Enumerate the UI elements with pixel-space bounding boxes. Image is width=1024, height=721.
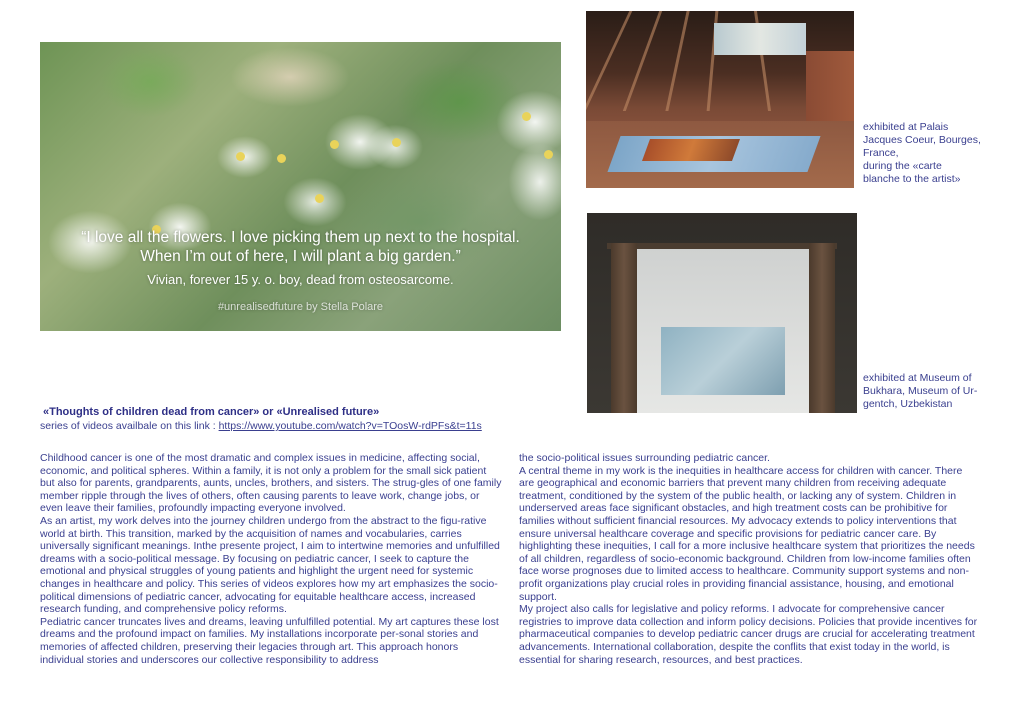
youtube-link[interactable]: https://www.youtube.com/watch?v=TOosW-rdPFs&t=11s (218, 420, 482, 432)
body-paragraph: Pediatric cancer truncates lives and dreams, leaving unfulfilled potential. My art captures these lost dreams and the profound impact on families. My installations incorporate per-sonal stories and memories of affected children, preserving their legacies through art. This approach honors individual stories and underscores our collective responsibility to address (40, 615, 499, 666)
roof-beam (586, 11, 632, 111)
hero-attribution: Vivian, forever 15 y. o. boy, dead from osteosarcome. (147, 272, 454, 287)
caption-museum: exhibited at Museum of Bukhara, Museum of Ur- gentch, Uzbekistan (863, 372, 978, 410)
series-intro: series of videos availbale on this link : (40, 420, 219, 432)
body-paragraph: A central theme in my work is the inequities in healthcare access for children with cancer. There are geographical and economic barriers that prevent many children from receiving adequate treatment, conditioned by the system of the public health, or lacking any of system. Children in underserved areas face significant obstacles, and high treatment costs can be prohibitive for families without sufficient financial resources. My advocacy extends to policy interventions that ensure universal healthcare coverage and specific provisions for pediatric cancer care. By highlighting these inequities, I call for a more inclusive healthcare system that prioritizes the needs of all children, regardless of socio-economic background. Children from low-income families often face worse prognoses due to limited access to healthcare. Community support systems and non-profit organizations play crucial roles in providing financial assistance, housing, and emotional support. (519, 464, 975, 603)
flower-center (277, 154, 286, 163)
series-title: «Thoughts of children dead from cancer» or «Unrealised future» (43, 406, 380, 418)
exhibition-photo-museum (587, 213, 857, 413)
projected-video (661, 327, 785, 395)
flower-center (315, 194, 324, 203)
exhibition-photo-palais (586, 11, 854, 188)
projection-screen (714, 23, 806, 55)
hero-quote-line1: “I love all the flowers. I love picking them up next to the hospital. (81, 229, 520, 246)
body-column-left (40, 452, 502, 666)
hero-quote-line2: When I’m out of here, I will plant a big garden.” (140, 248, 461, 265)
caption-palais: exhibited at Palais Jacques Coeur, Bourges, France, during the «carte blanche to the artist» (863, 121, 981, 185)
flower-center (236, 152, 245, 161)
hero-flower-image (40, 42, 561, 331)
body-column-right (519, 452, 979, 666)
body-paragraph: Childhood cancer is one of the most dramatic and complex issues in medicine, affecting social, economic, and political spheres. Within a family, it is not only a problem for the small sick patient but also for parents, grandparents, aunts, uncles, brothers, and sisters. The strug-gles of one family member ripple through the lives of others, often causing parents to leave work, change jobs, or even leave their families, profoundly impacting everyone involved. (40, 452, 502, 515)
brick-wall (806, 51, 854, 131)
body-paragraph: My project also calls for legislative and policy reforms. I advocate for comprehensive cancer registries to improve data collection and inform policy decisions. Policies that provide incentives for pharmaceutical companies to develop pediatric cancer drugs are crucial for accelerating treatment advancements. International collaboration, despite the conflits that exist today in the world, is essential for sharing research, resources, and best practices. (519, 603, 978, 666)
roof-beam (623, 11, 662, 111)
flower-center (522, 112, 531, 121)
wooden-pillar-right (809, 243, 835, 413)
series-link-line (40, 420, 482, 432)
flower-center (392, 138, 401, 147)
flower-center (330, 140, 339, 149)
light-glow (230, 47, 350, 107)
flower-center (544, 150, 553, 159)
body-paragraph: As an artist, my work delves into the journey children undergo from the abstract to the figu-rative world at birth. This transition, marked by the acquisition of names and vocabularies, carries universally significant meanings. Inthe presente project, I aim to intertwine memories and unfulfilled dreams with a socio-political message. By focusing on pediatric cancer, I seek to capture the emotional and physical struggles of young patients and highlight the urgent need for systemic changes in healthcare and policy. This series of videos explores how my art emphasizes the socio-political dimensions of pediatric cancer, advocating for equitable healthcare access, increased research funding, and comprehensive policy reforms. (40, 514, 500, 616)
body-paragraph: the socio-political issues surrounding pediatric cancer. (519, 452, 770, 464)
roof-beam (665, 11, 689, 111)
hero-watermark: #unrealisedfuture by Stella Polare (217, 301, 384, 313)
wooden-pillar-left (611, 243, 637, 413)
hero-quote (40, 228, 561, 266)
rug-artwork (642, 139, 740, 161)
